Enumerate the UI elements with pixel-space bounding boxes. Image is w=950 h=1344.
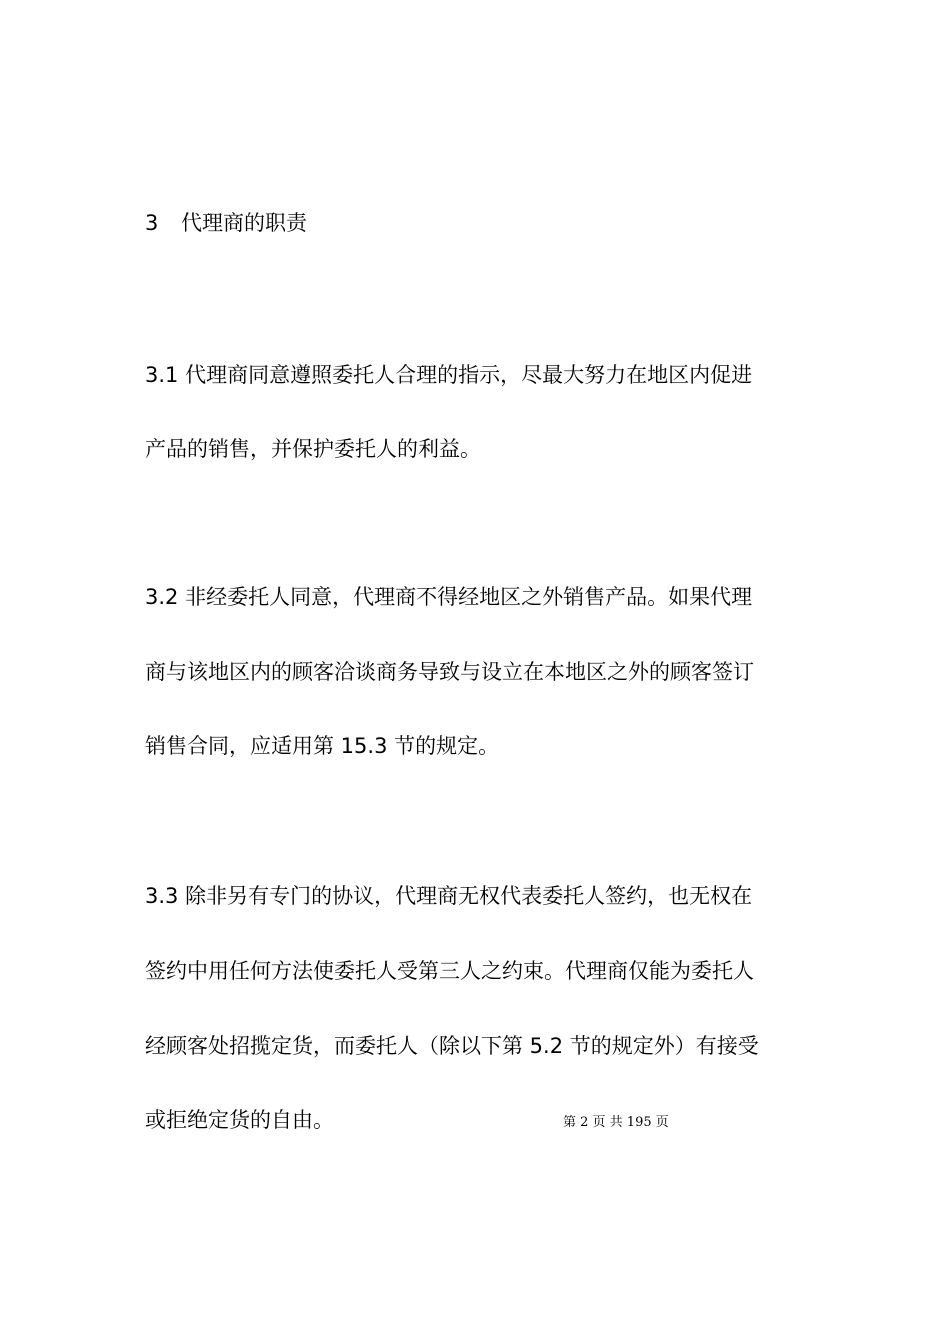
paragraph-line: 3.2 非经委托人同意，代理商不得经地区之外销售产品。如果代理 <box>145 585 753 609</box>
paragraph-line: 3.3 除非另有专门的协议，代理商无权代表委托人签约，也无权在 <box>145 884 753 908</box>
section-heading <box>145 208 307 238</box>
section-title: 代理商的职责 <box>181 211 307 235</box>
paragraph-line: 或拒绝定货的自由。 <box>145 1108 334 1132</box>
paragraph-line: 产品的销售，并保护委托人的利益。 <box>145 437 481 461</box>
paragraph-line: 3.1 代理商同意遵照委托人合理的指示，尽最大努力在地区内促进 <box>145 363 753 387</box>
page-number-footer: 第 2 页 共 195 页 <box>563 1115 669 1130</box>
section-number: 3 <box>145 211 159 235</box>
paragraph-line: 商与该地区内的顾客洽谈商务导致与设立在本地区之外的顾客签订 <box>145 660 754 684</box>
paragraph-line: 经顾客处招揽定货，而委托人（除以下第 5.2 节的规定外）有接受 <box>145 1034 759 1058</box>
paragraph-line: 签约中用任何方法使委托人受第三人之约束。代理商仅能为委托人 <box>145 959 754 983</box>
paragraph-line: 销售合同，应适用第 15.3 节的规定。 <box>145 734 500 758</box>
